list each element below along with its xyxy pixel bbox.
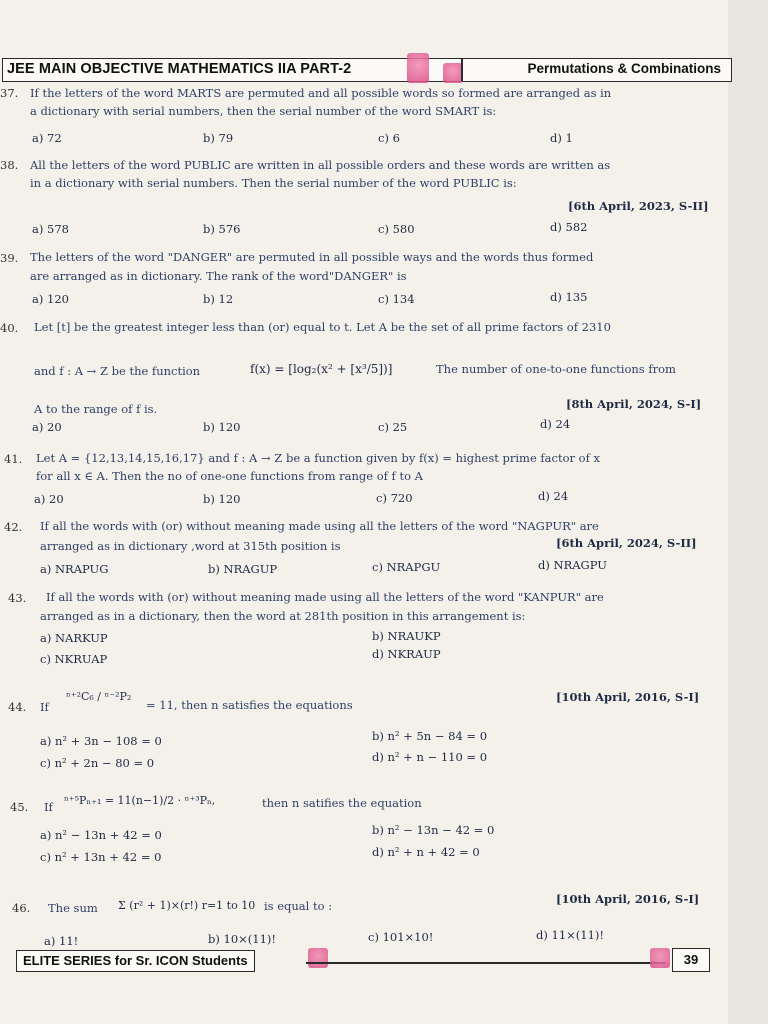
option-b: b) n² + 5n − 84 = 0 [372, 729, 488, 743]
decorative-icon [650, 948, 670, 968]
option-d: d) n² + n + 42 = 0 [372, 845, 480, 859]
question-text: a dictionary with serial numbers, then the serial number of the word SMART is: [30, 104, 497, 118]
option-c: c) 6 [378, 131, 400, 145]
option-a: a) NARKUP [40, 631, 108, 645]
option-a: a) 20 [32, 420, 62, 434]
exam-tag: [10th April, 2016, S-I] [556, 690, 700, 704]
header-title: JEE MAIN OBJECTIVE MATHEMATICS IIA PART-2 [7, 61, 352, 77]
option-c: c) 25 [378, 420, 408, 434]
question-text: The sum [48, 901, 98, 915]
option-b: b) 79 [203, 131, 234, 145]
option-a: a) n² + 3n − 108 = 0 [40, 734, 162, 748]
footer-series-label: ELITE SERIES for Sr. ICON Students [16, 950, 255, 972]
exam-tag: [8th April, 2024, S-I] [566, 397, 702, 411]
option-c: c) n² + 2n − 80 = 0 [40, 756, 155, 770]
option-d: d) 24 [540, 417, 571, 431]
option-a: a) 11! [44, 934, 79, 948]
question-number: 42. [4, 520, 23, 534]
exam-tag: [6th April, 2023, S-II] [568, 199, 709, 213]
header-topic: Permutations & Combinations [527, 61, 721, 76]
option-d: d) NKRAUP [372, 647, 441, 661]
exam-tag: [6th April, 2024, S-II] [556, 536, 697, 550]
option-c: c) 720 [376, 491, 413, 505]
question-number: 38. [0, 158, 19, 172]
question-text: If all the words with (or) without meaning made using all the letters of the word "KANPUR" are [46, 590, 604, 604]
option-d: d) 24 [538, 489, 569, 503]
page-edge-shadow [728, 0, 768, 1024]
exam-tag: [10th April, 2016, S-I] [556, 892, 700, 906]
header-divider [461, 59, 463, 81]
combination-ratio: ⁿ⁺²C₆ / ⁿ⁻²P₂ [66, 690, 132, 703]
option-a: a) 20 [34, 492, 64, 506]
option-d: d) 11×(11)! [536, 928, 605, 942]
option-b: b) n² − 13n − 42 = 0 [372, 823, 495, 837]
question-number: 45. [10, 800, 29, 814]
option-d: d) NRAGPU [538, 558, 607, 572]
option-d: d) 135 [550, 290, 588, 304]
function-formula: f(x) = [log₂(x² + [x³/5])] [250, 362, 393, 376]
question-text: for all x ∈ A. Then the no of one-one functions from range of f to A [36, 469, 423, 483]
question-text: and f : A → Z be the function [34, 364, 201, 378]
question-text: Let [t] be the greatest integer less than (or) equal to t. Let A be the set of all prime factors of 2310 [34, 320, 611, 334]
option-c: c) 101×10! [368, 930, 434, 944]
decorative-icon [308, 948, 328, 968]
question-number: 46. [12, 901, 31, 915]
option-a: a) 120 [32, 292, 69, 306]
question-text: If [40, 700, 49, 714]
question-text: If the letters of the word MARTS are permuted and all possible words so formed are arranged as in [30, 86, 612, 100]
option-b: b) 576 [203, 222, 241, 236]
option-b: b) NRAGUP [208, 562, 278, 576]
option-c: c) 134 [378, 292, 415, 306]
option-a: a) n² − 13n + 42 = 0 [40, 828, 162, 842]
option-d: d) 582 [550, 220, 588, 234]
question-text: If all the words with (or) without meaning made using all the letters of the word "NAGPUR" are [40, 519, 599, 533]
question-number: 43. [8, 591, 27, 605]
option-b: b) 120 [203, 420, 241, 434]
option-a: a) 72 [32, 131, 62, 145]
page-header [2, 58, 732, 82]
question-text: If [44, 800, 53, 814]
question-text: arranged as in dictionary ,word at 315th position is [40, 539, 341, 553]
summation-formula: Σ (r² + 1)×(r!) r=1 to 10 [118, 899, 256, 912]
option-d: d) 1 [550, 131, 573, 145]
page-footer [16, 950, 702, 970]
decorative-icon [407, 53, 429, 83]
option-b: b) 120 [203, 492, 241, 506]
question-text: is equal to : [264, 899, 333, 913]
option-a: a) 578 [32, 222, 69, 236]
question-number: 39. [0, 251, 19, 265]
question-text: The letters of the word "DANGER" are permuted in all possible ways and the words thus formed [30, 250, 594, 264]
footer-rule [306, 962, 666, 964]
question-text: The number of one-to-one functions from [436, 362, 676, 376]
decorative-icon [443, 63, 463, 83]
question-text: in a dictionary with serial numbers. Then the serial number of the word PUBLIC is: [30, 176, 517, 190]
page-number: 39 [672, 948, 710, 972]
question-text: All the letters of the word PUBLIC are written in all possible orders and these words are written as [30, 158, 611, 172]
option-a: a) NRAPUG [40, 562, 109, 576]
question-text: A to the range of f is. [34, 402, 158, 416]
question-text: are arranged as in dictionary. The rank of the word"DANGER" is [30, 269, 407, 283]
option-b: b) NRAUKP [372, 629, 441, 643]
question-text: Let A = {12,13,14,15,16,17} and f : A → Z be a function given by f(x) = highest prime factor of x [36, 451, 600, 465]
option-c: c) NRAPGU [372, 560, 441, 574]
option-b: b) 10×(11)! [208, 932, 277, 946]
option-b: b) 12 [203, 292, 234, 306]
option-c: c) 580 [378, 222, 415, 236]
permutation-formula: ⁿ⁺⁵Pₙ₊₁ = 11(n−1)/2 · ⁿ⁺³Pₙ, [64, 794, 216, 807]
option-d: d) n² + n − 110 = 0 [372, 750, 488, 764]
question-text: arranged as in a dictionary, then the word at 281th position in this arrangement is: [40, 609, 526, 623]
option-c: c) NKRUAP [40, 652, 108, 666]
question-number: 41. [4, 452, 23, 466]
question-text: = 11, then n satisfies the equations [146, 698, 353, 712]
question-text: then n satifies the equation [262, 796, 422, 810]
question-number: 40. [0, 321, 19, 335]
question-number: 37. [0, 86, 19, 100]
option-c: c) n² + 13n + 42 = 0 [40, 850, 162, 864]
question-number: 44. [8, 700, 27, 714]
